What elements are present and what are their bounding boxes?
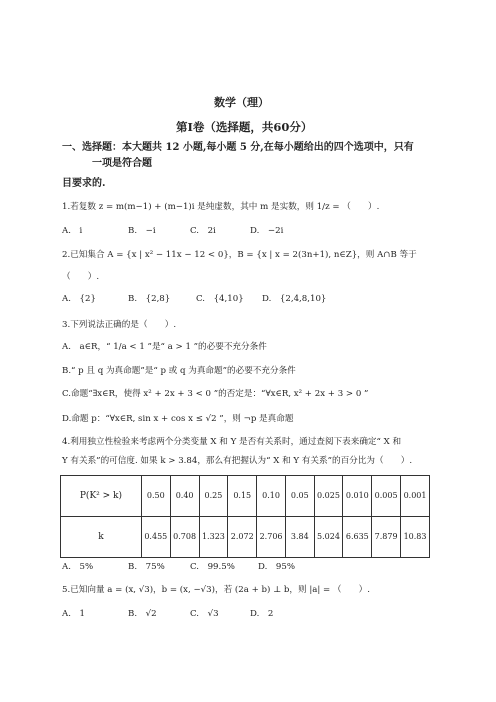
q1-option-d: D. −2i xyxy=(250,226,284,236)
table-cell: 5.024 xyxy=(314,517,343,558)
q5-option-b: B. √2 xyxy=(128,609,157,619)
q1-option-b: B. −i xyxy=(128,226,156,236)
table-cell: 6.635 xyxy=(343,517,372,558)
q3-option-a: A. a∈R，“ 1/a < 1 ”是“ a > 1 ”的必要不充分条件 xyxy=(62,342,267,352)
table-cell: 0.40 xyxy=(170,476,199,517)
exam-title: 数学（理） xyxy=(214,96,269,109)
question-5-stem: 5.已知向量 a = (x, √3)，b = (x, −√3)，若 (2a + b) ⊥ b，则 |a| = （ ）. xyxy=(62,585,371,595)
q5-option-d: D. 2 xyxy=(250,609,274,619)
q4-option-d: D. 95% xyxy=(258,562,296,572)
table-cell: 0.10 xyxy=(257,476,286,517)
q2-option-a: A. {2} xyxy=(62,294,96,304)
q5-option-a: A. 1 xyxy=(62,609,85,619)
q4-option-a: A. 5% xyxy=(62,562,94,572)
table-row-head: k xyxy=(61,517,142,558)
q2-option-c: C. {4,10} xyxy=(196,294,244,304)
q2-option-d: D. {2,4,8,10} xyxy=(262,294,327,304)
question-2-stem: 2.已知集合 A = {x | x² − 11x − 12 < 0}，B = {x | x = 2(3n+1), n∈Z}，则 A∩B 等于 xyxy=(62,250,417,260)
q3-option-c: C.命题“∃x∈R，使得 x² + 2x + 3 < 0 ”的否定是：“∀x∈R, x² + 2x + 3 > 0 ” xyxy=(62,389,369,399)
question-2-stem-cont: （ ）. xyxy=(62,272,100,282)
table-cell: 0.50 xyxy=(141,476,170,517)
table-cell: 0.25 xyxy=(199,476,228,517)
table-cell: 1.323 xyxy=(199,517,228,558)
q1-option-c: C. 2i xyxy=(190,226,216,236)
table-cell: 10.83 xyxy=(401,517,430,558)
critical-value-table xyxy=(60,475,430,558)
question-3-stem: 3.下列说法正确的是（ ）. xyxy=(62,320,177,330)
question-1-stem: 1.若复数 z = m(m−1) + (m−1)i 是纯虚数，其中 m 是实数，则 1/z = （ ）. xyxy=(62,202,380,212)
section-heading-line1: 一、选择题：本大题共 12 小题,每小题 5 分,在每小题给出的四个选项中，只有 xyxy=(62,142,414,153)
table-cell: 0.455 xyxy=(141,517,170,558)
table-cell: 0.001 xyxy=(401,476,430,517)
table-cell: 2.706 xyxy=(257,517,286,558)
q3-option-b: B.“ p 且 q 为真命题”是“ p 或 q 为真命题”的必要不充分条件 xyxy=(62,366,296,376)
question-4-stem-line1: 4.利用独立性检验来考虑两个分类变量 X 和 Y 是否有关系时，通过查阅下表来确定“ X 和 xyxy=(62,437,402,447)
q4-option-c: C. 99.5% xyxy=(190,562,235,572)
q2-option-b: B. {2,8} xyxy=(128,294,171,304)
table-cell: 0.005 xyxy=(372,476,401,517)
table-cell: 2.072 xyxy=(228,517,257,558)
q5-option-c: C. √3 xyxy=(190,609,219,619)
table-cell: 0.05 xyxy=(285,476,314,517)
q3-option-d: D.命题 p：“∀x∈R, sin x + cos x ≤ √2 ”，则 ¬p 是真命题 xyxy=(62,414,294,424)
q1-option-a: A. i xyxy=(62,226,83,236)
table-row-head: P(K² > k) xyxy=(61,476,142,517)
section-heading-line3: 目要求的. xyxy=(62,178,106,189)
question-4-stem-line2: Y 有关系”的可信度. 如果 k > 3.84，那么有把握认为“ X 和 Y 有关系”的百分比为（ ）. xyxy=(62,456,413,466)
table-row xyxy=(61,517,430,558)
table-row xyxy=(61,476,430,517)
section-heading-line2: 一项是符合题 xyxy=(92,158,152,169)
table-cell: 0.15 xyxy=(228,476,257,517)
table-cell: 0.708 xyxy=(170,517,199,558)
table-cell: 0.025 xyxy=(314,476,343,517)
table-cell: 7.879 xyxy=(372,517,401,558)
q4-option-b: B. 75% xyxy=(128,562,165,572)
table-cell: 3.84 xyxy=(285,517,314,558)
table-cell: 0.010 xyxy=(343,476,372,517)
part-title: 第Ⅰ卷（选择题，共60分） xyxy=(176,120,313,134)
